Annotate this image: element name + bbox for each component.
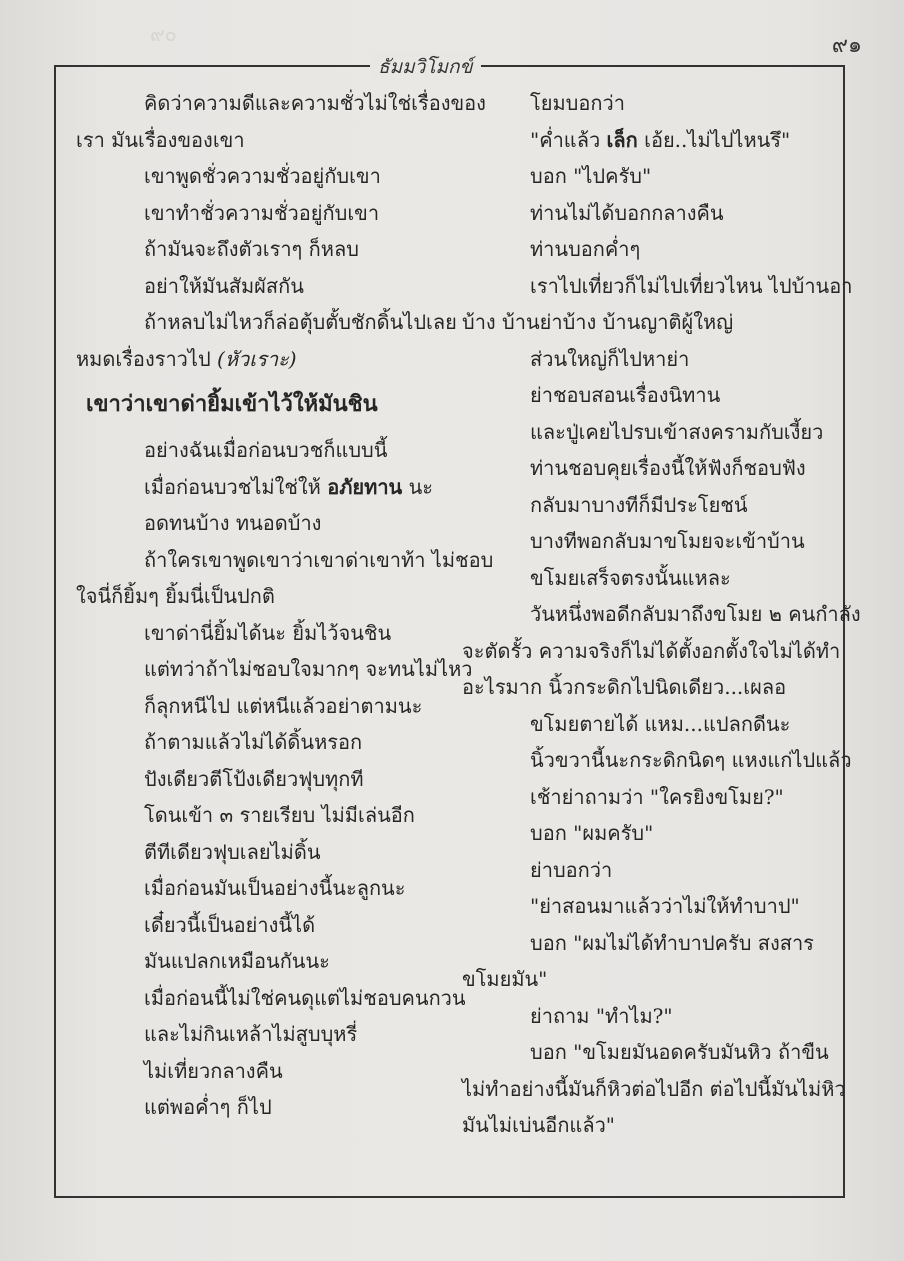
text-line	[76, 158, 436, 195]
text-segment: ใจนี่ก็ยิ้มๆ ยิ้มนี่เป็นปกติ	[76, 584, 275, 608]
text-line	[462, 85, 822, 122]
text-segment: เขาพูดชั่วความชั่วอยู่กับเขา	[144, 164, 381, 188]
text-segment: บอก "ขโมยมันอดครับมันหิว ถ้าขืน	[530, 1040, 829, 1064]
text-segment: โดนเข้า ๓ รายเรียบ ไม่มีเล่นอีก	[144, 803, 415, 827]
text-segment: และไม่กินเหล้าไม่สูบบุหรี่	[144, 1022, 358, 1046]
text-line	[76, 542, 494, 579]
text-line	[76, 304, 457, 341]
text-segment: เช้าย่าถามว่า "ใครยิงขโมย?"	[530, 784, 784, 809]
text-segment: อย่าให้มันสัมผัสกัน	[144, 273, 304, 298]
text-line	[462, 669, 822, 706]
text-line	[76, 341, 436, 378]
text-line	[462, 523, 822, 560]
text-segment: เขาด่านี่ยิ้มได้นะ ยิ้มไว้จนชิน	[144, 620, 392, 645]
text-segment: และปู่เคยไปรบเข้าสงครามกับเงี้ยว	[530, 419, 824, 444]
text-segment: เมื่อก่อนมันเป็นอย่างนี้นะลูกนะ	[144, 876, 406, 900]
text-line	[76, 1016, 436, 1053]
text-line	[462, 560, 822, 597]
emphasized-term: เล็ก	[606, 127, 638, 152]
text-line	[76, 797, 436, 834]
text-segment: แต่ทว่าถ้าไม่ชอบใจมากๆ จะทนไม่ไหว	[144, 657, 473, 681]
text-line	[76, 268, 436, 305]
text-segment: อะไรมาก นิ้วกระดิกไปนิดเดียว...เผลอ	[462, 675, 787, 699]
text-segment: บอก "ไปครับ"	[530, 164, 652, 188]
text-line	[76, 761, 436, 798]
text-segment: ไม่ทำอย่างนี้มันก็หิวต่อไปอีก ต่อไปนี้มันไม่หิว	[462, 1076, 846, 1101]
text-line	[462, 596, 861, 633]
text-line	[76, 432, 436, 469]
text-line	[462, 633, 841, 670]
text-segment: เรา มันเรื่องของเขา	[76, 127, 245, 152]
text-segment: ท่านชอบคุยเรื่องนี้ให้ฟังก็ชอบฟัง	[530, 456, 806, 480]
text-line	[462, 852, 822, 889]
text-line	[462, 1071, 846, 1108]
text-line	[462, 158, 822, 195]
text-line	[462, 450, 822, 487]
emphasized-term: อภัยทาน	[327, 474, 403, 499]
text-line	[76, 943, 436, 980]
text-line	[76, 688, 436, 725]
left-column	[76, 85, 494, 1126]
text-line	[462, 1034, 829, 1071]
text-segment: นะ	[402, 474, 433, 499]
text-segment: ขโมยมัน"	[462, 967, 548, 991]
text-segment: เขาทำชั่วความชั่วอยู่กับเขา	[144, 200, 380, 225]
text-segment: ไม่เที่ยวกลางคืน	[144, 1058, 283, 1083]
text-segment: ถ้าใครเขาพูดเขาว่าเขาด่าเขาท้า ไม่ชอบ	[144, 547, 494, 572]
text-line	[462, 377, 822, 414]
text-line	[76, 195, 436, 232]
text-segment: ก็ลุกหนีไป แต่หนีแล้วอย่าตามนะ	[144, 693, 423, 718]
text-segment: ท่านบอกค่ำๆ	[530, 237, 641, 261]
text-line	[76, 122, 436, 159]
text-segment: มันแปลกเหมือนกันนะ	[144, 949, 330, 973]
text-segment: ย่าถาม "ทำไม?"	[530, 1003, 673, 1028]
text-segment: คิดว่าความดีและความชั่วไม่ใช่เรื่องของ	[144, 91, 486, 115]
text-segment: ตีทีเดียวฟุบเลยไม่ดิ้น	[144, 839, 321, 864]
text-line	[462, 742, 852, 779]
text-segment: บางทีพอกลับมาขโมยจะเข้าบ้าน	[530, 529, 805, 553]
text-segment: "ย่าสอนมาแล้วว่าไม่ให้ทำบาป"	[530, 894, 800, 918]
text-line	[462, 231, 822, 268]
text-line	[76, 870, 436, 907]
text-line	[76, 85, 486, 122]
text-line	[76, 980, 466, 1017]
section-heading: เขาว่าเขาด่ายิ้มเข้าไว้ให้มันชิน	[86, 391, 378, 417]
text-segment: ย่าชอบสอนเรื่องนิทาน	[530, 383, 721, 407]
text-segment: วันหนึ่งพอดีกลับมาถึงขโมย ๒ คนกำลัง	[530, 602, 861, 626]
text-line	[76, 469, 436, 506]
text-line	[76, 907, 436, 944]
text-segment: อย่างฉันเมื่อก่อนบวชก็แบบนี้	[144, 438, 388, 462]
text-segment: ถ้าตามแล้วไม่ได้ดิ้นหรอก	[144, 730, 363, 754]
text-line	[462, 998, 822, 1035]
text-segment: ปังเดียวตีโป้งเดียวฟุบทุกที	[144, 766, 364, 791]
text-line	[76, 231, 436, 268]
text-segment: เอ้ย..ไม่ไปไหนรึ"	[637, 127, 791, 152]
text-line	[462, 961, 822, 998]
running-header: ธัมมวิโมกข์	[370, 52, 481, 82]
text-line	[462, 268, 853, 305]
text-line	[462, 706, 822, 743]
text-segment: ท่านไม่ได้บอกกลางคืน	[530, 200, 724, 225]
text-segment: บอก "ผมครับ"	[530, 821, 654, 845]
text-segment: มันไม่เบ่นอีกแล้ว"	[462, 1113, 615, 1137]
text-segment: ส่วนใหญ่ก็ไปหาย่า	[530, 346, 690, 371]
text-segment: อดทนบ้าง ทนอดบ้าง	[144, 511, 322, 535]
text-segment: ถ้ามันจะถึงตัวเราๆ ก็หลบ	[144, 237, 359, 261]
text-line	[462, 487, 822, 524]
text-segment: บอก "ผมไม่ได้ทำบาปครับ สงสาร	[530, 930, 814, 955]
text-segment: เมื่อก่อนนี้ไม่ใช่คนดุแต่ไม่ชอบคนกวน	[144, 985, 466, 1010]
text-line	[76, 615, 436, 652]
text-segment: "ค่ำแล้ว	[530, 127, 607, 152]
right-column	[462, 85, 861, 1144]
text-line	[76, 834, 436, 871]
text-segment: จะตัดรั้ว ความจริงก็ไม่ได้ตั้งอกตั้งใจไม่ได้ทำ	[462, 638, 841, 663]
text-line	[462, 815, 822, 852]
text-line	[76, 505, 436, 542]
text-line	[76, 651, 473, 688]
bleed-through-text: ๙๐	[150, 22, 177, 46]
text-segment: เดี๋ยวนี้เป็นอย่างนี้ได้	[144, 912, 316, 937]
text-line	[462, 195, 822, 232]
text-line	[462, 122, 822, 159]
text-line	[462, 779, 822, 816]
text-segment: เมื่อก่อนบวชไม่ใช่ให้	[144, 474, 328, 499]
text-segment: ย่าบอกว่า	[530, 857, 613, 882]
text-line	[76, 1053, 436, 1090]
page-number: ๙๑	[831, 33, 862, 58]
text-line	[462, 341, 822, 378]
text-line	[462, 304, 822, 341]
text-line	[462, 414, 822, 451]
text-segment: แต่พอค่ำๆ ก็ไป	[144, 1095, 272, 1119]
parenthetical-note: (หัวเราะ)	[210, 346, 297, 371]
text-line	[76, 724, 436, 761]
text-line	[76, 1089, 436, 1126]
text-segment: ถ้าหลบไม่ไหวก็ล่อตุ้บตั้บชักดิ้นไปเลย	[144, 310, 457, 334]
text-segment: บ้าง บ้านย่าบ้าง บ้านญาติผู้ใหญ่	[462, 310, 734, 334]
text-segment: โยมบอกว่า	[530, 91, 625, 115]
text-segment: เราไปเที่ยวก็ไม่ไปเที่ยวไหน ไปบ้านอา	[530, 273, 853, 298]
text-segment: นิ้วขวานี้นะกระดิกนิดๆ แหงแก่ไปแล้ว	[530, 748, 852, 772]
text-segment: ขโมยตายได้ แหม...แปลกดีนะ	[530, 711, 791, 736]
text-line	[76, 578, 436, 615]
text-segment: ขโมยเสร็จตรงนั้นแหละ	[530, 565, 731, 590]
text-line	[462, 925, 822, 962]
text-segment: กลับมาบางทีก็มีประโยชน์	[530, 492, 748, 517]
text-segment: หมดเรื่องราวไป	[76, 346, 211, 371]
text-line	[462, 888, 822, 925]
text-line	[462, 1107, 822, 1144]
